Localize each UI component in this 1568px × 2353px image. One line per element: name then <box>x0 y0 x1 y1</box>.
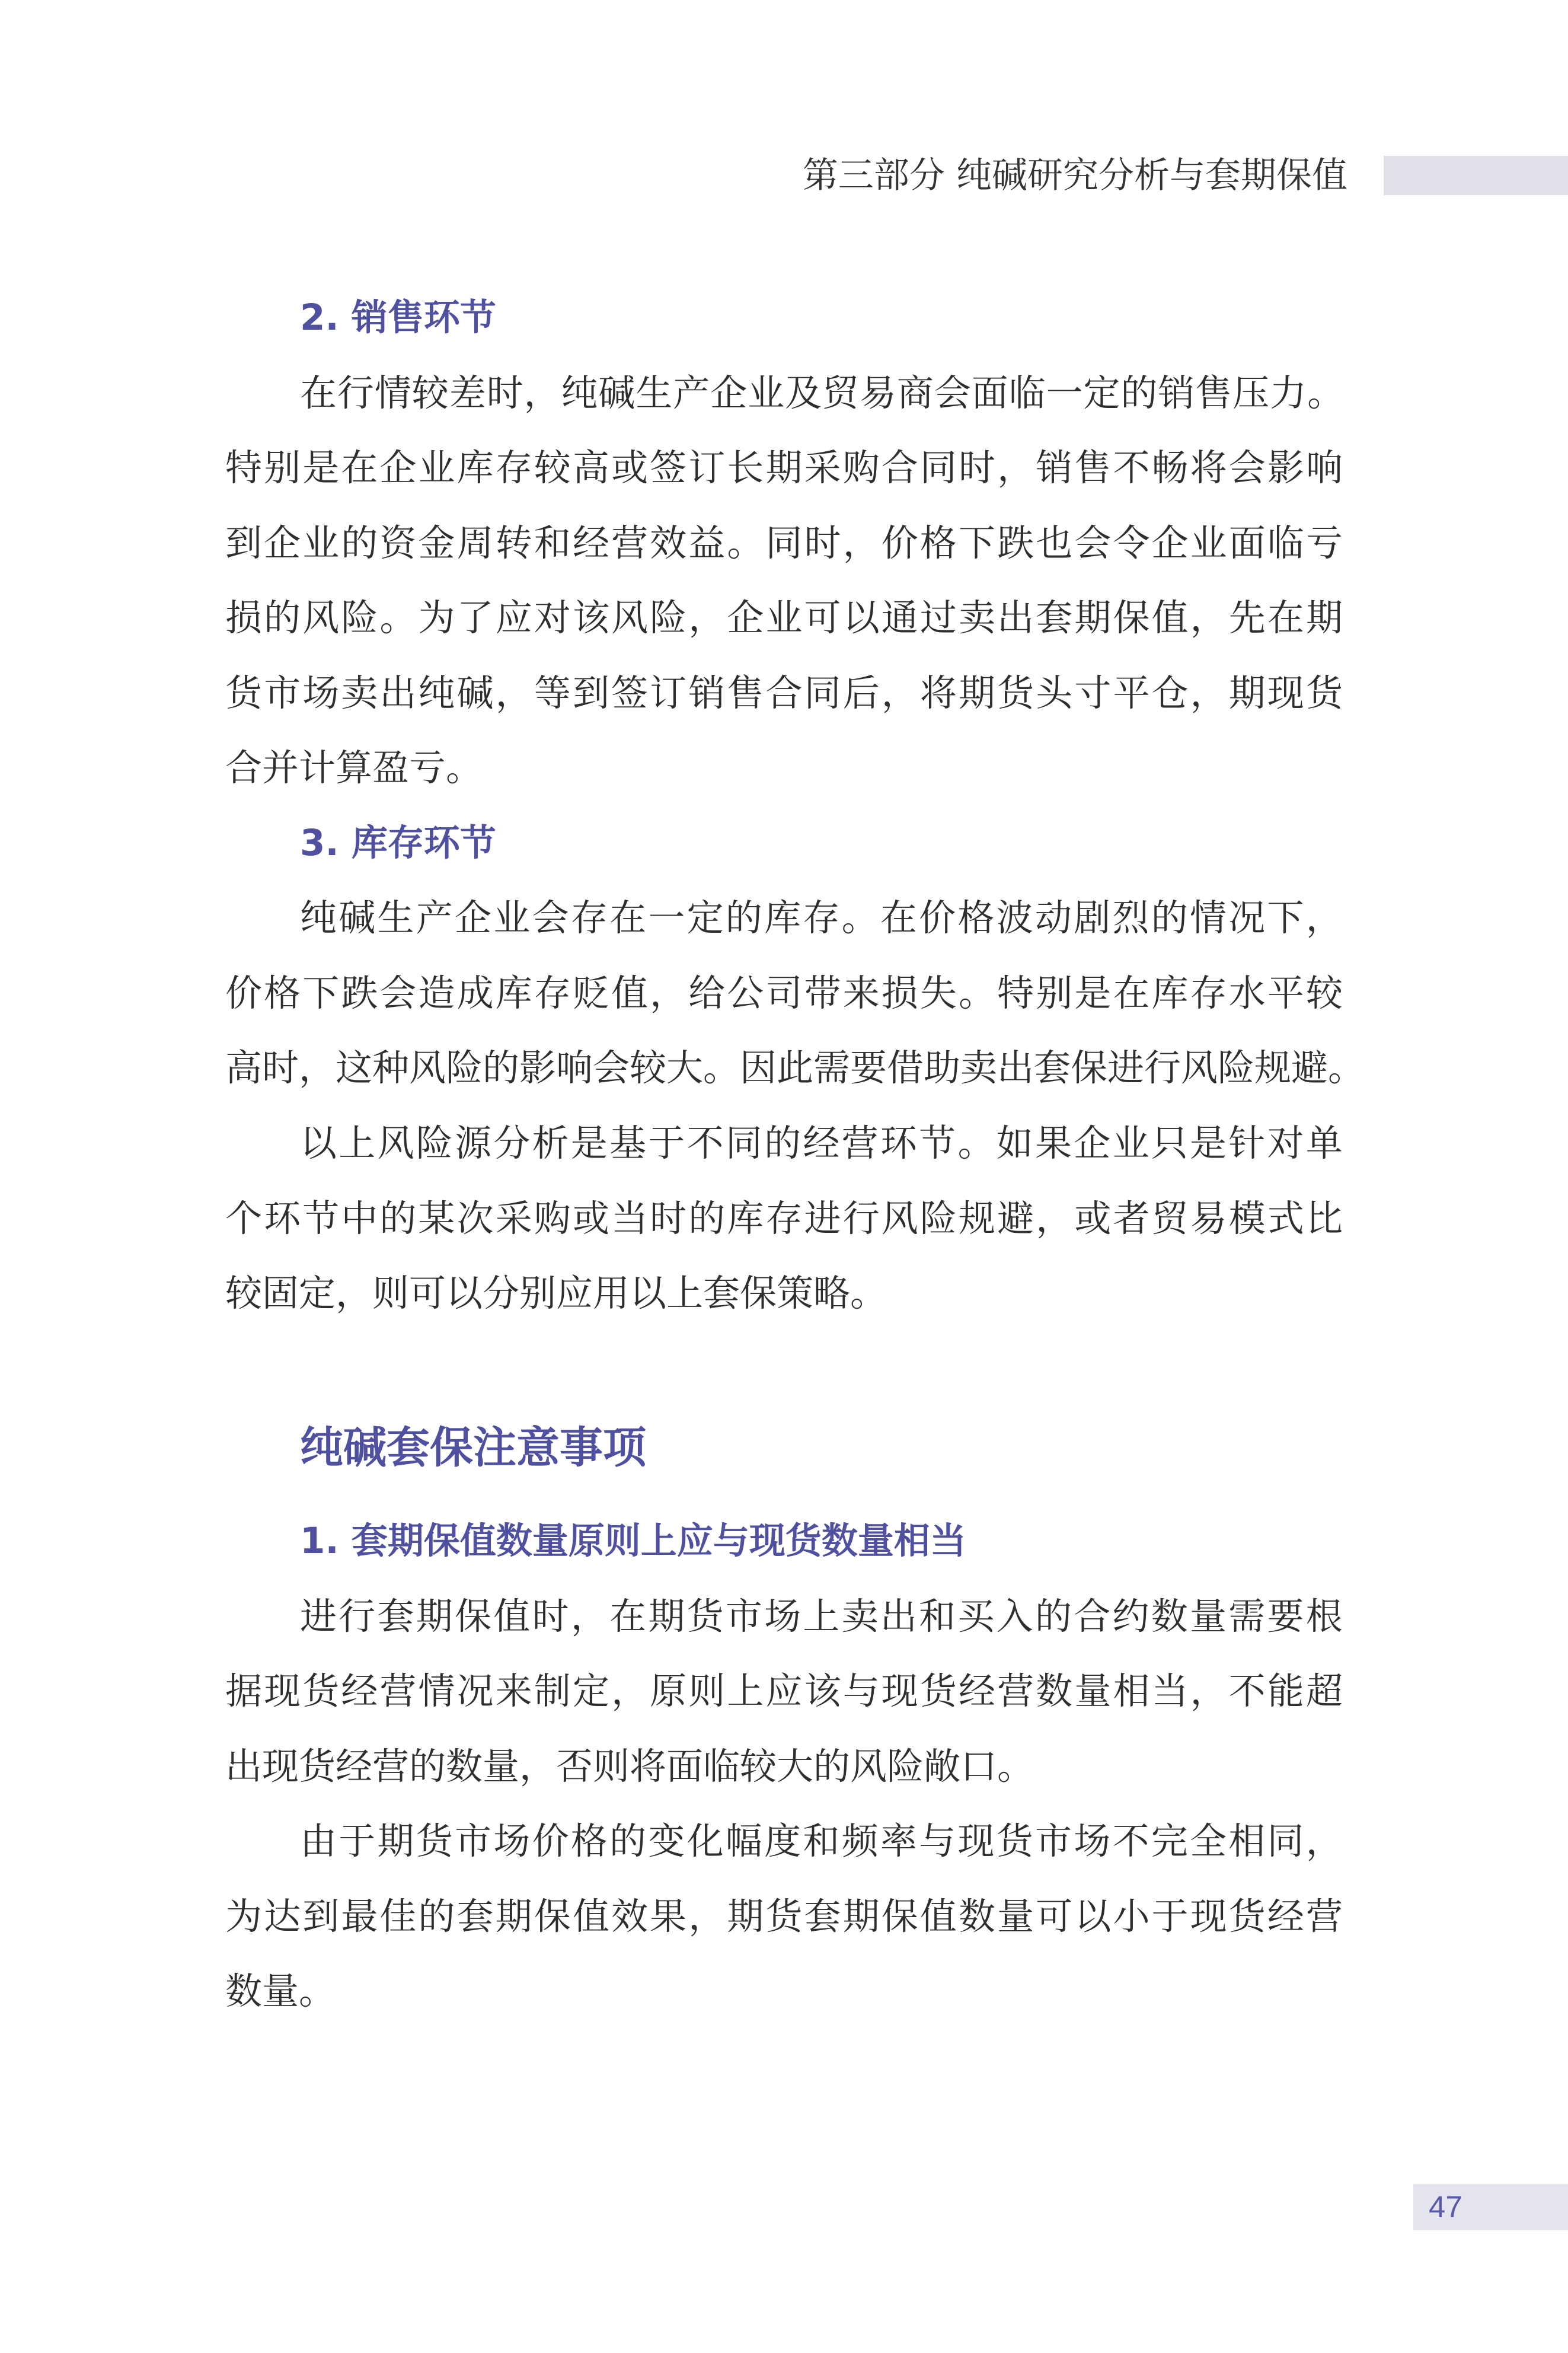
header-bar <box>1384 156 1568 195</box>
sales-stage-paragraph <box>225 356 1345 806</box>
body-text-line: 高时，这种风险的影响会较大。因此需要借助卖出套保进行风险规避。 <box>225 1046 1365 1090</box>
body-text-line: 由于期货市场价格的变化幅度和频率与现货市场不完全相同， <box>300 1819 1345 1863</box>
inventory-stage-heading: 3. 库存环节 <box>300 821 496 864</box>
point-1-paragraph-2 <box>225 1804 1345 2029</box>
page-number: 47 <box>1429 2190 1462 2224</box>
hedging-strategies-block <box>225 280 1365 1331</box>
body-text-line: 据现货经营情况来制定，原则上应该与现货经营数量相当，不能超 <box>225 1669 1345 1713</box>
page-number-box <box>1413 2184 1568 2230</box>
point-1-heading: 1. 套期保值数量原则上应与现货数量相当 <box>300 1520 966 1562</box>
summary-paragraph <box>225 1106 1345 1331</box>
body-text-line: 较固定，则可以分别应用以上套保策略。 <box>225 1271 887 1315</box>
body-text-line: 价格下跌会造成库存贬值，给公司带来损失。特别是在库存水平较 <box>225 971 1345 1015</box>
body-text-line: 出现货经营的数量，否则将面临较大的风险敞口。 <box>225 1744 1034 1788</box>
sales-stage-heading: 2. 销售环节 <box>300 296 496 339</box>
body-text-line: 特别是在企业库存较高或签订长期采购合同时，销售不畅将会影响 <box>225 446 1345 490</box>
body-text-line: 个环节中的某次采购或当时的库存进行风险规避，或者贸易模式比 <box>225 1196 1345 1240</box>
section-title: 纯碱套保注意事项 <box>300 1423 646 1473</box>
body-text-line: 合并计算盈亏。 <box>225 746 483 790</box>
body-text-line: 以上风险源分析是基于不同的经营环节。如果企业只是针对单 <box>300 1121 1345 1165</box>
body-text-line: 数量。 <box>225 1969 336 2013</box>
running-header: 第三部分 纯碱研究分析与套期保值 <box>802 155 1347 196</box>
body-text-line: 损的风险。为了应对该风险，企业可以通过卖出套期保值，先在期 <box>225 596 1345 640</box>
body-text-line: 为达到最佳的套期保值效果，期货套期保值数量可以小于现货经营 <box>225 1894 1345 1938</box>
body-text-line: 进行套期保值时，在期货市场上卖出和买入的合约数量需要根 <box>300 1594 1345 1638</box>
body-text-line: 在行情较差时，纯碱生产企业及贸易商会面临一定的销售压力。 <box>300 371 1345 415</box>
body-text-line: 纯碱生产企业会存在一定的库存。在价格波动剧烈的情况下， <box>300 896 1345 940</box>
point-1-paragraph-1 <box>225 1579 1345 1804</box>
hedging-notes-block <box>225 1504 1345 2029</box>
body-text-line: 到企业的资金周转和经营效益。同时，价格下跌也会令企业面临亏 <box>225 521 1345 565</box>
inventory-stage-paragraph <box>225 881 1365 1106</box>
body-text-line: 货市场卖出纯碱，等到签订销售合同后，将期货头寸平仓，期现货 <box>225 671 1345 715</box>
